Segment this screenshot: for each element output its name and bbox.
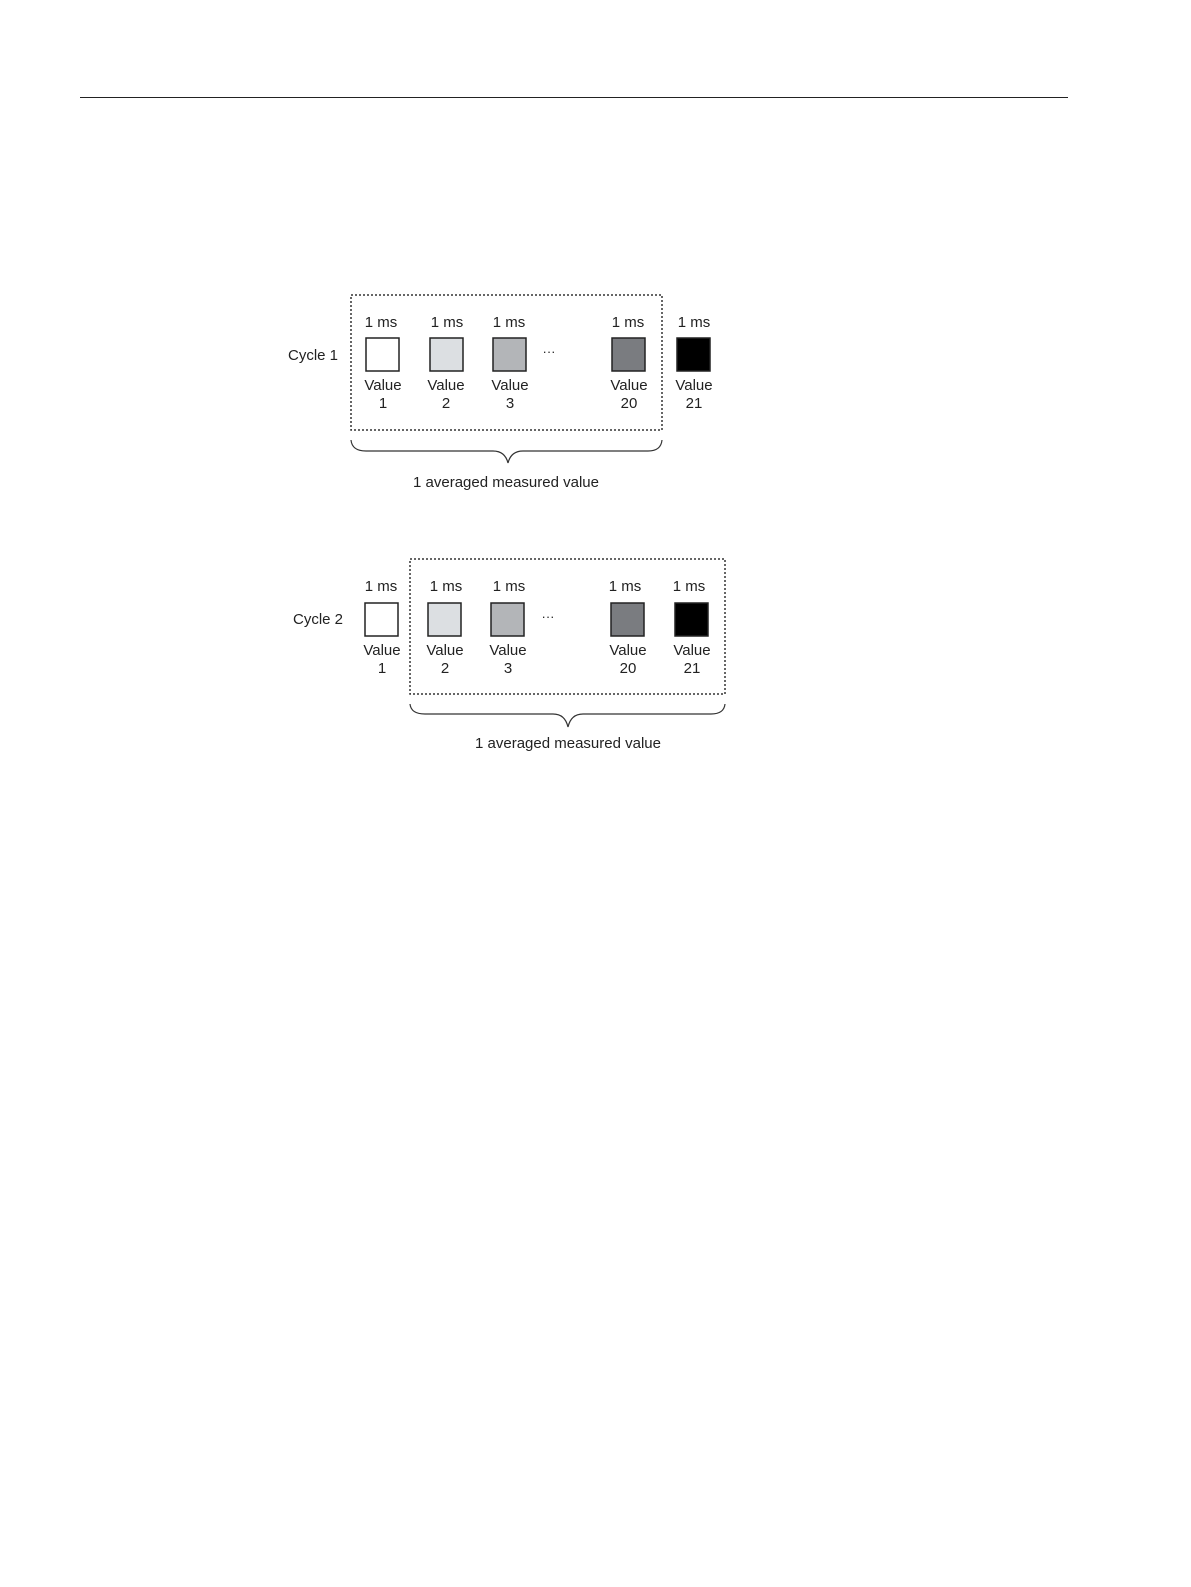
duration-label: 1 ms	[364, 578, 398, 595]
value-caption: Value	[610, 377, 648, 394]
cycle-2-sample-21	[673, 578, 711, 677]
value-number: 21	[685, 395, 703, 412]
value-caption: Value	[363, 642, 401, 659]
cycle-1-group	[288, 295, 713, 491]
value-caption: Value	[673, 642, 711, 659]
sample-square	[612, 338, 645, 371]
value-number: 20	[619, 660, 637, 677]
value-number: 3	[503, 660, 513, 677]
value-number: 21	[683, 660, 701, 677]
cycle-2-sample-20	[609, 578, 647, 677]
sample-square	[430, 338, 463, 371]
value-number: 3	[505, 395, 515, 412]
cycle-1-sample-1	[364, 314, 401, 412]
cycle-2-label: Cycle 2	[292, 611, 344, 628]
duration-label: 1 ms	[430, 314, 464, 331]
sample-square	[611, 603, 644, 636]
cycle-1-brace-label: 1 averaged measured value	[413, 474, 599, 491]
value-caption: Value	[426, 642, 464, 659]
cycle-2-brace-label: 1 averaged measured value	[475, 735, 661, 752]
sample-square	[428, 603, 461, 636]
duration-label: 1 ms	[364, 314, 398, 331]
duration-label: 1 ms	[672, 578, 706, 595]
duration-label: 1 ms	[429, 578, 463, 595]
sample-square	[675, 603, 708, 636]
value-caption: Value	[609, 642, 647, 659]
cycle-2-sample-3	[489, 578, 526, 677]
ellipsis: ···	[541, 609, 555, 624]
sample-square	[366, 338, 399, 371]
cycle-1-sample-20	[610, 314, 647, 412]
cycle-1-brace	[351, 440, 662, 463]
value-caption: Value	[675, 377, 713, 394]
cycle-2-sample-1	[363, 578, 400, 677]
value-number: 1	[378, 395, 388, 412]
value-number: 20	[620, 395, 638, 412]
duration-label: 1 ms	[608, 578, 642, 595]
value-number: 2	[441, 395, 451, 412]
sample-square	[491, 603, 524, 636]
cycle-1-label: Cycle 1	[287, 347, 339, 364]
value-number: 2	[440, 660, 450, 677]
cycle-2-brace	[410, 704, 725, 727]
cycle-1-sample-2	[427, 314, 464, 412]
value-caption: Value	[491, 377, 529, 394]
duration-label: 1 ms	[492, 578, 526, 595]
value-number: 1	[377, 660, 387, 677]
cycle-2-sample-2	[426, 578, 463, 677]
value-caption: Value	[427, 377, 465, 394]
cycle-1-sample-3	[491, 314, 528, 412]
cycle-2-group	[293, 559, 725, 752]
sample-square	[365, 603, 398, 636]
sample-square	[493, 338, 526, 371]
ellipsis: ···	[542, 344, 556, 359]
cycle-1-sample-21	[675, 314, 712, 412]
duration-label: 1 ms	[492, 314, 526, 331]
value-caption: Value	[489, 642, 527, 659]
sample-square	[677, 338, 710, 371]
value-caption: Value	[364, 377, 402, 394]
duration-label: 1 ms	[677, 314, 711, 331]
duration-label: 1 ms	[611, 314, 645, 331]
